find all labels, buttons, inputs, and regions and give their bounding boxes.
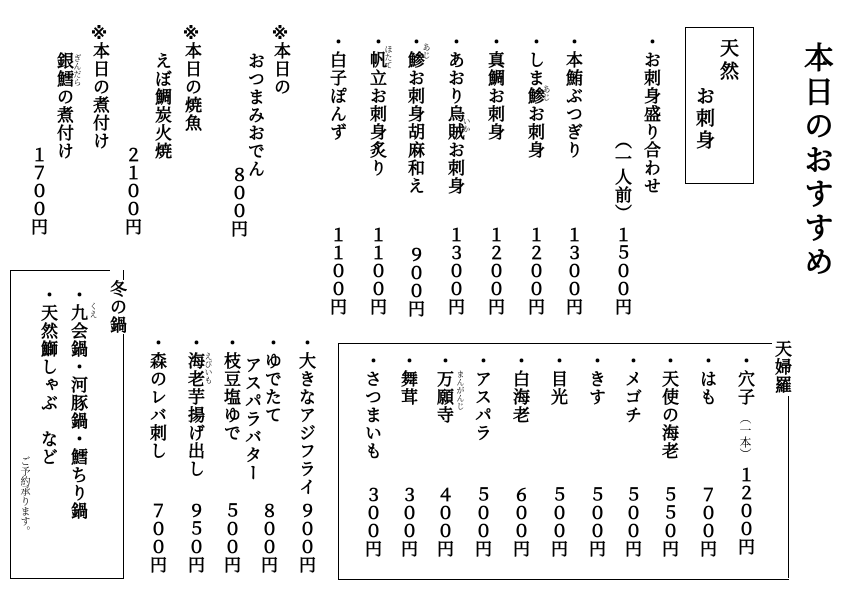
tempura-megochi: ・メゴチ [621, 352, 641, 424]
nitsuke-line2: 銀鱈の煮付け [53, 52, 73, 160]
price-shimaaji: １２００円 [524, 226, 544, 316]
nabe-box-top [10, 270, 110, 271]
menu-item-maguro: ・本鮪ぶつぎり [562, 33, 582, 159]
tempura-anago-extra: （一本） [738, 412, 752, 460]
oden-line2: おつまみおでん [244, 52, 264, 178]
tempura-box-right [788, 378, 789, 578]
ruby-aji2: あじ [422, 43, 431, 59]
menu-item-ajigoma: ・鯵お刺身胡麻和え [404, 33, 424, 195]
tempura-tenshi-price: ５５０円 [658, 486, 678, 558]
ruby-ika: いか [462, 117, 471, 133]
price-moriawase: １５００円 [611, 226, 631, 316]
tempura-hamo: ・はも [696, 352, 716, 406]
nabe-label: 冬の鍋 [106, 280, 126, 334]
otsumami-ebiimo: ・海老芋揚げ出し [184, 334, 204, 478]
tempura-hamo-price: ７００円 [696, 486, 716, 558]
ruby-manganji: まんがんじ [456, 370, 465, 410]
nabe-note: ご予約承ります。 [18, 456, 29, 536]
price-aoriika: １３００円 [444, 226, 464, 316]
tempura-asupara-price: ５００円 [471, 486, 491, 558]
otsumami-rebasashi: ・森のレバ刺し [146, 334, 166, 460]
tempura-kisu: ・きす [585, 352, 605, 406]
yakizakana-mark: ※ [181, 24, 201, 45]
yakizakana-price: ２１００円 [121, 146, 141, 236]
tennen-label: 天然 [717, 38, 739, 84]
otsumami-edamame-price: ５００円 [220, 502, 240, 574]
otsumami-ebiimo-price: ９５０円 [184, 502, 204, 574]
tempura-manganji-price: ４００円 [433, 486, 453, 558]
tempura-anago: ・穴子 [734, 352, 754, 406]
nitsuke-price: １７００円 [27, 146, 47, 236]
price-maguro: １３００円 [562, 226, 582, 316]
nitsuke-mark: ※ [89, 24, 109, 45]
yakizakana-line2: えぼ鯛炭火焼 [151, 52, 171, 160]
ruby-gindara: ぎんだら [73, 54, 82, 86]
ruby-kue: くえ [89, 302, 98, 318]
nitsuke-line1: 本日の煮付け [89, 42, 109, 150]
nabe-item-1: ・九会鍋・河豚鍋・鱈ちり鍋 [67, 286, 87, 520]
menu-item-aoriika: ・あおり烏賊お刺身 [444, 33, 464, 195]
menu-item-shirako: ・白子ぽんず [326, 33, 346, 141]
tempura-kisu-price: ５００円 [585, 486, 605, 558]
tempura-asupara: ・アスパラ [471, 352, 491, 442]
otsumami-ajifry-price: ９００円 [295, 502, 315, 574]
tempura-maitake-price: ３００円 [397, 486, 417, 558]
menu-item-ichininmae: （一人前） [611, 132, 631, 222]
price-ajigoma: ９００円 [404, 246, 424, 318]
oden-line1: 本日の [270, 42, 290, 96]
tempura-shiroebi-price: ６００円 [509, 486, 529, 558]
otsumami-edamame: ・枝豆塩ゆで [220, 334, 240, 442]
menu-item-hotate: ・帆立お刺身炙り [366, 33, 386, 177]
yakizakana-line1: 本日の焼魚 [181, 42, 201, 132]
otsumami-asuparabutter-price: ８００円 [257, 502, 277, 574]
ruby-aji1: あじ [542, 85, 551, 101]
tempura-tenshi: ・天使の海老 [658, 352, 678, 460]
price-madai: １２００円 [484, 226, 504, 316]
tempura-mehikari: ・目光 [547, 352, 567, 406]
tempura-anago-price: １２００円 [734, 466, 754, 556]
oden-price: ８００円 [227, 166, 247, 238]
ruby-ebiimo: えびいも [204, 352, 213, 384]
otsumami-ajifry: ・大きなアジフライ [295, 334, 315, 496]
tempura-satsumaimo: ・さつまいも [361, 352, 381, 460]
menu-item-moriawase: ・お刺身盛り合わせ [640, 33, 660, 195]
tempura-manganji: ・万願寺 [433, 352, 453, 424]
tempura-label: 天婦羅 [771, 340, 791, 394]
page-title: 本日のおすすめ [798, 42, 833, 280]
tempura-megochi-price: ５００円 [621, 486, 641, 558]
nabe-item-2: ・天然鰤しゃぶ など [37, 286, 57, 466]
otsumami-asuparabutter: アスパラバター [241, 356, 261, 482]
otsumami-yudetate: ・ゆでたて [261, 334, 281, 424]
price-hotate: １１００円 [366, 226, 386, 316]
price-shirako: １１００円 [326, 226, 346, 316]
menu-item-madai: ・真鯛お刺身 [484, 33, 504, 141]
tempura-shiroebi: ・白海老 [509, 352, 529, 424]
tempura-satsumaimo-price: ３００円 [361, 486, 381, 558]
tempura-maitake: ・舞茸 [397, 352, 417, 406]
otsumami-rebasashi-price: ７００円 [146, 502, 166, 574]
menu-item-shimaaji: ・しま鯵お刺身 [524, 33, 544, 159]
ruby-hotate: ほたて [384, 45, 393, 69]
tempura-mehikari-price: ５００円 [547, 486, 567, 558]
sashimi-label: お刺身 [693, 86, 715, 152]
oden-mark: ※ [270, 24, 290, 45]
